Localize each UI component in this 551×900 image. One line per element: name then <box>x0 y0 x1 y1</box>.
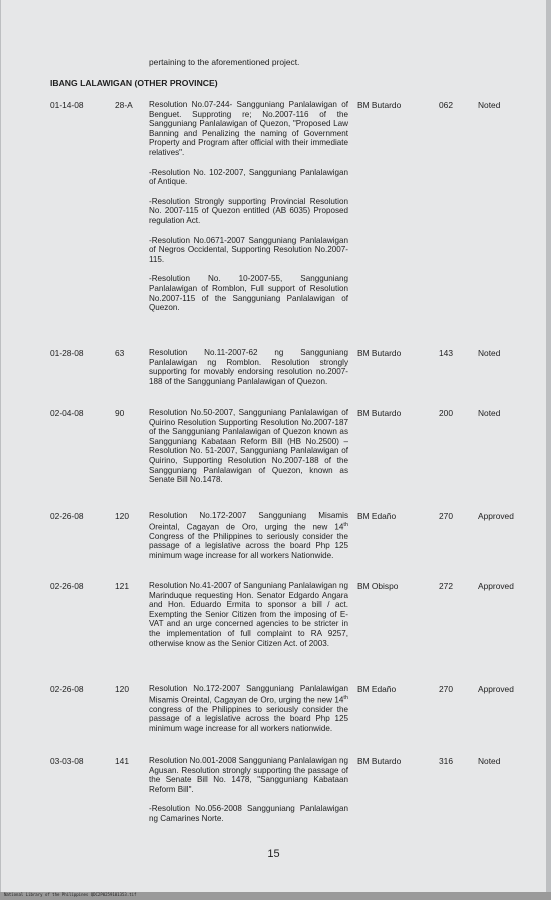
entry-number: 28-A <box>115 100 133 110</box>
entry-description <box>149 684 348 734</box>
entry-page-ref: 143 <box>439 348 453 358</box>
entry-date: 01-14-08 <box>50 100 84 110</box>
entry-date: 02-26-08 <box>50 581 84 591</box>
section-heading: IBANG LALAWIGAN (OTHER PROVINCE) <box>50 78 218 88</box>
entry-page-ref: 270 <box>439 511 453 521</box>
entry-paragraph: -Resolution No. 102-2007, Sangguniang Panlalawigan of Antique. <box>149 167 348 187</box>
scan-footer-stamp: National Library of the Philippines QDC2P0259101353.tif <box>4 892 137 897</box>
entry-status: Noted <box>478 348 501 358</box>
entry-date: 02-26-08 <box>50 684 84 694</box>
scan-footer-strip <box>0 892 551 900</box>
entry-status: Approved <box>478 581 514 591</box>
entry-status: Noted <box>478 756 501 766</box>
entry-author: BM Obispo <box>357 581 399 591</box>
entry-page-ref: 062 <box>439 100 453 110</box>
entry-description <box>149 100 348 313</box>
entry-date: 02-26-08 <box>50 511 84 521</box>
entry-number: 120 <box>115 511 129 521</box>
entry-page-ref: 272 <box>439 581 453 591</box>
entry-description <box>149 408 348 485</box>
entry-paragraph: -Resolution No. 10-2007-55, Sangguniang Panlalawigan of Romblon, Full support of Resolution No.2007-115 of the Sangguniang Panlalawigan of Quezon. <box>149 274 348 313</box>
entry-description <box>149 756 348 824</box>
entry-paragraph: -Resolution No.056-2008 Sangguniang Panlalawigan ng Camarines Norte. <box>149 804 348 823</box>
entry-author: BM Butardo <box>357 100 402 110</box>
entry-number: 121 <box>115 581 129 591</box>
entry-author: BM Edaño <box>357 511 397 521</box>
entry-paragraph: Resolution No.50-2007, Sangguniang Panlalawigan of Quirino Resolution Supporting Resolution No.2007-187 of the Sangguniang Panlalawigan of Quezon known as Sangguniang Kabataan Reform Bill (HB No.2500) – Resolution No. 51-2007, Sangguniang Panlalawigan of Quirino, Supporting Resolution No.2007-188 of the Sangguniang Panlalawigan of Quezon, known as Senate Bill No.1478. <box>149 408 348 485</box>
entry-author: BM Butardo <box>357 348 402 358</box>
entry-description <box>149 348 348 386</box>
continued-text: pertaining to the aforementioned project. <box>149 57 300 67</box>
entry-author: BM Butardo <box>357 756 402 766</box>
entry-author: BM Butardo <box>357 408 402 418</box>
entry-paragraph: Resolution No.001-2008 Sangguniang Panlalawigan ng Agusan. Resolution strongly supporting the passage of the Senate Bill No. 1478, "Sangguniang Kabataan Reform Bill". <box>149 756 348 794</box>
entry-status: Approved <box>478 511 514 521</box>
entry-author: BM Edaño <box>357 684 397 694</box>
entry-number: 63 <box>115 348 125 358</box>
entry-paragraph: Resolution No.172-2007 Sangguniang Misamis Oreintal, Cagayan de Oro, urging the new 14th Congress of the Philippines to seriously consider the passage of a legislative across the board Php 125 minimum wage increase for all workers Nationwide. <box>149 511 348 561</box>
entry-paragraph: -Resolution No.0671-2007 Sangguniang Panlalawigan of Negros Occidental, Supporting Resolution No.2007-115. <box>149 235 348 264</box>
entry-paragraph: Resolution No.07-244- Sangguniang Panlalawigan of Benguet. Supproting re; No.2007-116 of the Sangguniang Panlalawigan of Quezon, "Proposed Law Banning and Penalizing the naming of Government Property and Program after official with their immediate relatives". <box>149 100 348 157</box>
entry-page-ref: 270 <box>439 684 453 694</box>
entry-paragraph: Resolution No.41-2007 of Sanguniang Panlalawigan ng Marinduque requesting Hon. Senator Edgardo Angara and Hon. Eduardo Ermita to sponsor a bill / act. Exempting the Senior Citizen from the imposing of E-VAT and an urge concerned agencies to be stricter in the implementation of full complaint to RA 9257, otherwise know as the Senior Citizen Act. of 2003. <box>149 581 348 648</box>
entry-paragraph: -Resolution Strongly supporting Provincial Resolution No. 2007-115 of Quezon entitled (AB 6035) Proposed regulation Act. <box>149 196 348 225</box>
entry-number: 90 <box>115 408 125 418</box>
entry-number: 120 <box>115 684 129 694</box>
document-page <box>1 0 546 892</box>
entry-status: Noted <box>478 100 501 110</box>
entry-paragraph: Resolution No.11-2007-62 ng Sangguniang Panlalawigan ng Romblon. Resolution strongly supporting for movably endorsing resolution no.2007-188 of the Sangguniang Panlalawigan of Quezon. <box>149 348 348 386</box>
entry-date: 03-03-08 <box>50 756 84 766</box>
entry-date: 01-28-08 <box>50 348 84 358</box>
entry-status: Approved <box>478 684 514 694</box>
entry-number: 141 <box>115 756 129 766</box>
entry-description <box>149 511 348 561</box>
entry-date: 02-04-08 <box>50 408 84 418</box>
page-number: 15 <box>267 848 280 860</box>
entry-paragraph: Resolution No.172-2007 Sangguniang Panlalawigan Misamis Oreintal, Cagayan de Oro, urging the new 14th congress of the Philippines to seriously consider the passage of a legislative across the board Php 125 minimum wage increase for all workers nationwide. <box>149 684 348 734</box>
entry-page-ref: 200 <box>439 408 453 418</box>
entry-status: Noted <box>478 408 501 418</box>
entry-description <box>149 581 348 648</box>
entry-page-ref: 316 <box>439 756 453 766</box>
